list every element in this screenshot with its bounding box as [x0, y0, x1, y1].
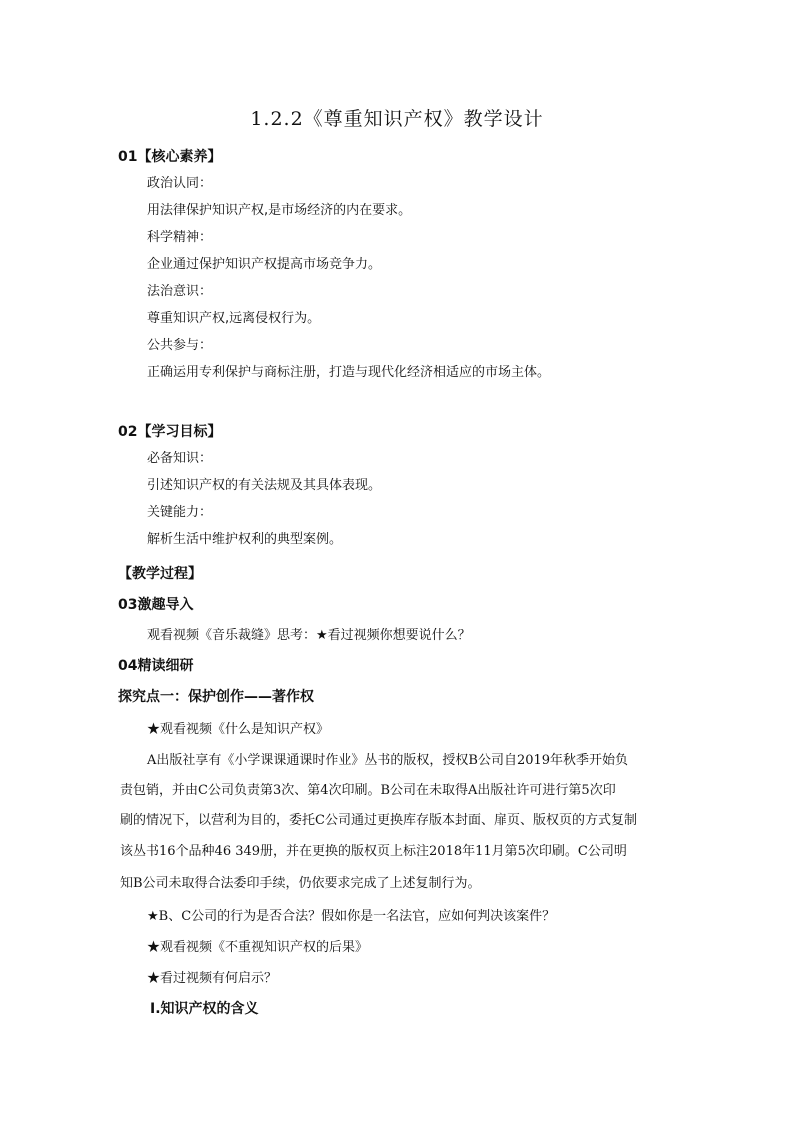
item-text-political: 用法律保护知识产权,是市场经济的内在要求。: [147, 203, 412, 218]
video-prompt-1: ★观看视频《什么是知识产权》: [147, 722, 330, 737]
case-line: 该丛书16个品种46 349册，并在更换的版权页上标注2018年11月第5次印刷。C公司明: [120, 844, 627, 859]
inquiry-point-heading: 探究点一：保护创作——著作权: [118, 689, 314, 705]
case-line: 知B公司未取得合法委印手续，仍依要求完成了上述复制行为。: [120, 876, 481, 891]
item-text-law: 尊重知识产权,远离侵权行为。: [147, 311, 321, 326]
item-label-knowledge: 必备知识：: [147, 451, 213, 466]
case-line: 刷的情况下，以营利为目的，委托C公司通过更换库存版本封面、扉页、版权页的方式复制: [120, 813, 637, 828]
question-1: ★B、C公司的行为是否合法？假如你是一名法官，应如何判决该案件？: [147, 909, 556, 924]
item-text-knowledge: 引述知识产权的有关法规及其具体表现。: [147, 478, 382, 493]
case-line: A出版社享有《小学课课通课时作业》丛书的版权，授权B公司自2019年秋季开始负: [147, 753, 629, 768]
section-heading-intro: 03激趣导入: [118, 597, 194, 613]
item-label-public: 公共参与：: [147, 338, 213, 353]
item-label-science: 科学精神：: [147, 230, 213, 245]
video-prompt-2: ★观看视频《不重视知识产权的后果》: [147, 940, 369, 955]
intro-text: 观看视频《音乐裁缝》思考：★看过视频你想要说什么？: [147, 628, 471, 643]
section-heading-study: 04精读细研: [118, 658, 194, 674]
item-text-public: 正确运用专利保护与商标注册，打造与现代化经济相适应的市场主体。: [147, 365, 551, 380]
item-label-political: 政治认同：: [147, 176, 213, 191]
case-line: 责包销，并由C公司负责第3次、第4次印刷。B公司在未取得A出版社许可进行第5次印: [120, 783, 616, 798]
question-2: ★看过视频有何启示？: [147, 971, 278, 986]
item-label-law: 法治意识：: [147, 284, 213, 299]
point-heading-meaning: Ⅰ.知识产权的含义: [150, 1001, 259, 1017]
item-label-ability: 关键能力：: [147, 505, 213, 520]
document-title: 1.2.2《尊重知识产权》教学设计: [250, 108, 544, 130]
section-heading-process: 【教学过程】: [118, 566, 202, 582]
section-heading-core-literacy: 01【核心素养】: [118, 149, 222, 165]
item-text-ability: 解析生活中维护权利的典型案例。: [147, 532, 343, 547]
item-text-science: 企业通过保护知识产权提高市场竞争力。: [147, 257, 382, 272]
section-heading-learning-goals: 02【学习目标】: [118, 424, 222, 440]
